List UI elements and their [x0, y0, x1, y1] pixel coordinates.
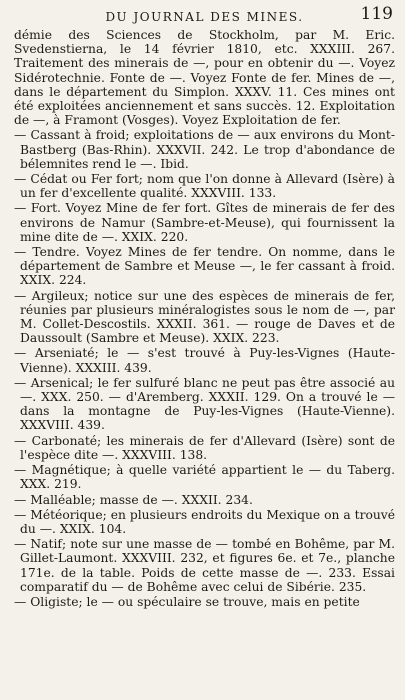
index-entry: — Cassant à froid; exploitations de — aux environs du Mont-Bastberg (Bas-Rhin). XXXVII. 242. Le trop d'abondance de bélemnites rend le —. Ibid. [14, 128, 395, 171]
page-header [14, 4, 395, 28]
index-entry: — Cédat ou Fer fort; nom que l'on donne à Allevard (Isère) à un fer d'excellente qualité. XXXVIII. 133. [14, 172, 395, 201]
index-entry: — Arsenical; le fer sulfuré blanc ne peut pas être associé au —. XXX. 250. — d'Aremberg. XXXII. 129. On a trouvé le — dans la montagne de Puy-les-Vignes (Haute-Vienne). XXXVIII. 439. [14, 375, 395, 433]
index-entry: — Magnétique; à quelle variété appartient le — du Taberg. XXX. 219. [14, 463, 395, 492]
index-entry: — Oligiste; le — ou spéculaire se trouve, mais en petite [14, 594, 360, 609]
index-entry: — Météorique; en plusieurs endroits du Mexique on a trouvé du —. XXIX. 104. [14, 507, 395, 536]
page-number: 119 [360, 4, 393, 24]
index-entry: démie des Sciences de Stockholm, par M. Eric. Svedenstierna, le 14 février 1810, etc. XXXIII. 267. Traitement des minerais de —, pour en obtenir du —. Voyez Sidérotechnie. Fonte de —. Voyez Fonte de fer. Mines de —, dans le département du Simplon. XXXV. 11. Ces mines ont été exploitées anciennement et sans succès. 12. Exploitation de —, à Framont (Vosges). Voyez Exploitation de fer. [14, 28, 395, 128]
index-entry: — Fort. Voyez Mine de fer fort. Gîtes de minerais de fer des environs de Namur (Sambre-et-Meuse), qui fournissent la mine dite de —. XXIX. 220. [14, 201, 395, 244]
index-entry: — Carbonaté; les minerais de fer d'Allevard (Isère) sont de l'espèce dite —. XXXVIII. 138. [14, 433, 395, 462]
index-entry: — Malléable; masse de —. XXXII. 234. [14, 492, 253, 507]
index-entry: — Tendre. Voyez Mines de fer tendre. On nomme, dans le département de Sambre et Meuse —, le fer cassant à froid. XXIX. 224. [14, 245, 395, 288]
index-entry: — Argileux; notice sur une des espèces de minerais de fer, réunies par plusieurs minéralogistes sous le nom de —, par M. Collet-Descostils. XXXII. 361. — rouge de Daves et de Daussoult (Sambre et Meuse). XXIX. 223. [14, 288, 395, 346]
index-entry: — Natif; note sur une masse de — tombé en Bohême, par M. Gillet-Laumont. XXXVIII. 232, et figures 6e. et 7e., planche 171e. de la table. Poids de cette masse de —. 233. Essai comparatif du — de Bohême avec celui de Sibérie. 235. [14, 537, 395, 594]
running-head: DU JOURNAL DES MINES. [105, 10, 304, 24]
index-entry: — Arseniaté; le — s'est trouvé à Puy-les-Vignes (Haute-Vienne). XXXIII. 439. [14, 346, 395, 375]
index-entries [14, 28, 395, 609]
